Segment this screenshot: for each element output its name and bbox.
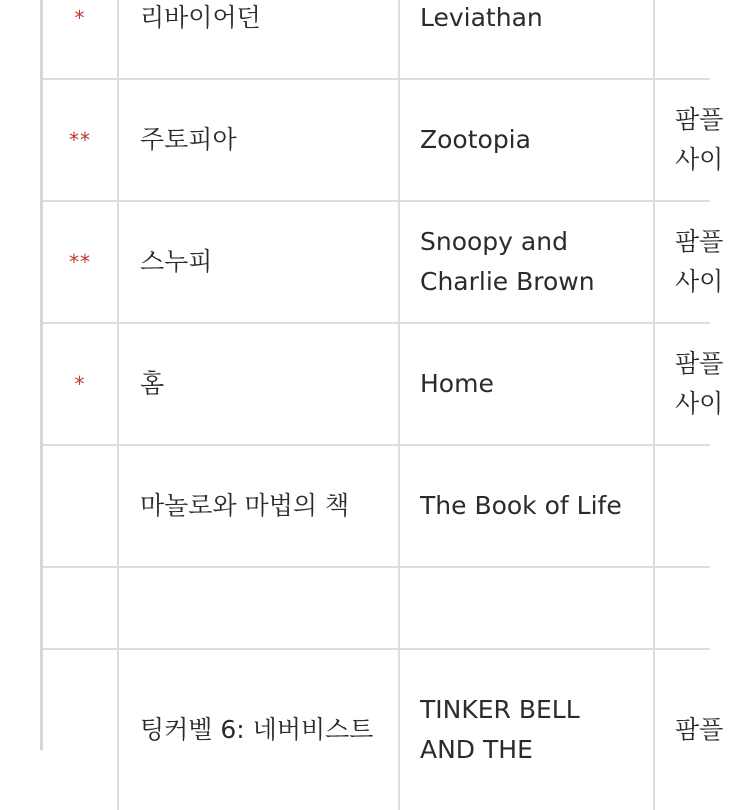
- english-title: [400, 80, 655, 200]
- note-line: 팜플: [675, 715, 724, 744]
- note-cell: [655, 0, 710, 78]
- note-cell: [655, 650, 724, 810]
- english-title-line: Leviathan: [420, 3, 543, 32]
- table-row: [43, 568, 710, 650]
- note-cell: [655, 446, 710, 566]
- english-title-line: Charlie Brown: [420, 267, 595, 296]
- english-title: [400, 324, 655, 444]
- korean-title: 스누피: [119, 202, 400, 322]
- table-row: [43, 650, 724, 810]
- korean-title: 주토피아: [119, 80, 400, 200]
- movie-table: [43, 0, 724, 810]
- note-line: 팜플: [675, 349, 724, 378]
- table-row: [43, 0, 710, 80]
- note-cell: [655, 568, 710, 648]
- table-row: [43, 446, 710, 568]
- rating-mark: [43, 568, 119, 648]
- english-title: [400, 650, 655, 810]
- rating-mark: [43, 650, 119, 810]
- korean-title: 리바이어던: [119, 0, 400, 78]
- korean-title: 팅커벨 6: 네버비스트: [119, 650, 400, 810]
- english-title-line: TINKER BELL: [420, 695, 580, 724]
- note-cell: [655, 202, 724, 322]
- english-title-line: Snoopy and: [420, 227, 568, 256]
- rating-mark: [43, 446, 119, 566]
- english-title-line: Home: [420, 369, 494, 398]
- korean-title: 홈: [119, 324, 400, 444]
- rating-mark: *: [43, 0, 119, 78]
- note-cell: [655, 80, 724, 200]
- rating-mark: **: [43, 202, 119, 322]
- note-line: 사이: [675, 389, 724, 418]
- rating-mark: **: [43, 80, 119, 200]
- english-title-line: AND THE: [420, 735, 533, 764]
- english-title-line: The Book of Life: [420, 491, 622, 520]
- note-line: 사이: [675, 145, 724, 174]
- note-line: 팜플: [675, 227, 724, 256]
- rating-mark: *: [43, 324, 119, 444]
- english-title: [400, 0, 655, 78]
- english-title: [400, 446, 655, 566]
- english-title-line: Zootopia: [420, 125, 531, 154]
- note-line: 팜플: [675, 105, 724, 134]
- english-title: [400, 202, 655, 322]
- note-line: 사이: [675, 267, 724, 296]
- table-row: [43, 324, 724, 446]
- table-row: [43, 80, 724, 202]
- english-title: [400, 568, 655, 648]
- table-row: [43, 202, 724, 324]
- korean-title: 마놀로와 마법의 책: [119, 446, 400, 566]
- korean-title: [119, 568, 400, 648]
- note-cell: [655, 324, 724, 444]
